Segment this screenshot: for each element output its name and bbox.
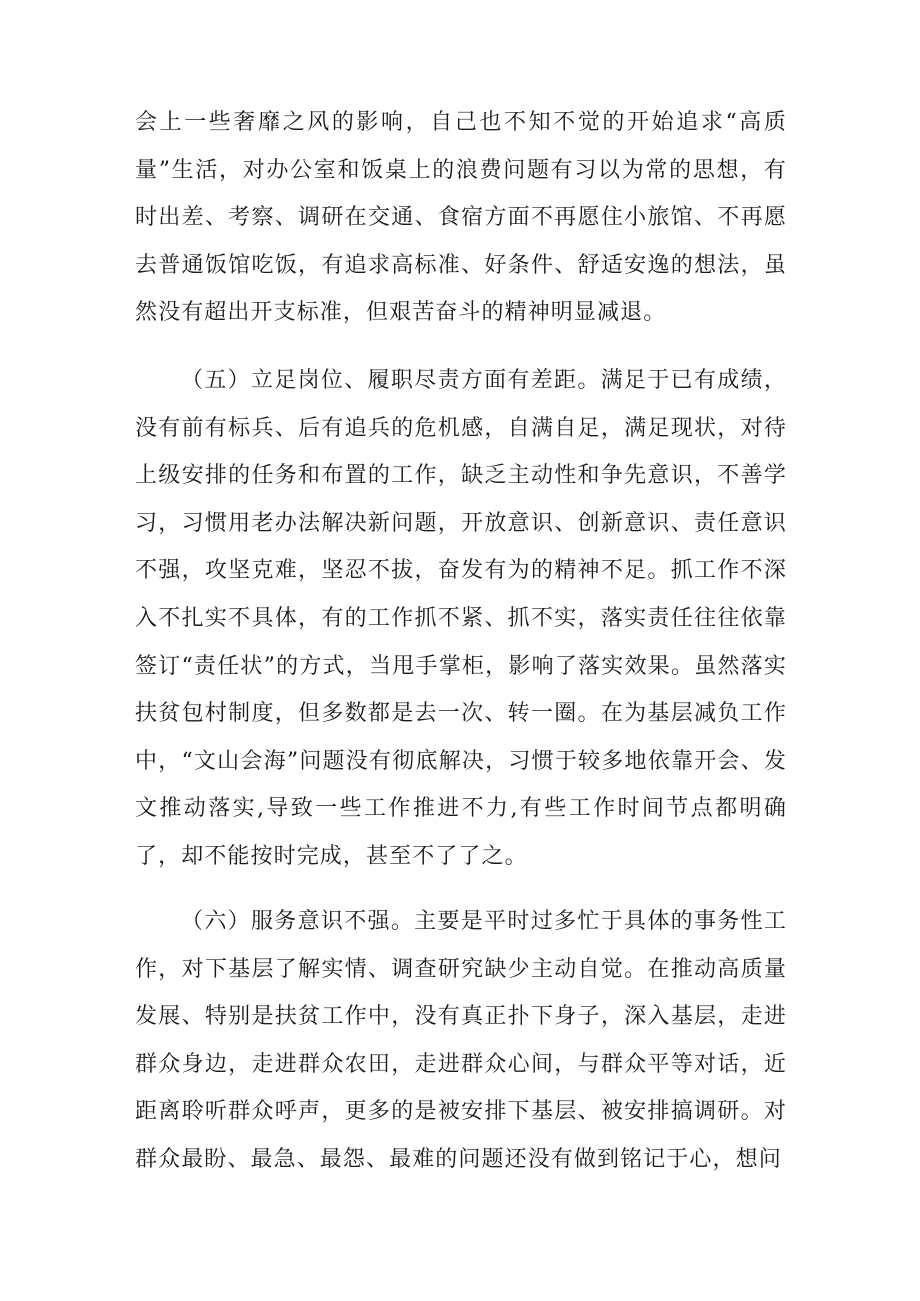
paragraph-section-six: （六）服务意识不强。主要是平时过多忙于具体的事务性工作，对下基层了解实情、调查研究缺少主动自觉。在推动高质量发展、特别是扶贫工作中，没有真正扑下身子，深入基层，走进群众身边，走进群众农田，走进群众心间，与群众平等对话，近距离聆听群众呼声，更多的是被安排下基层、被安排搞调研。对群众最盼、最急、最怨、最难的问题还没有做到铭记于心，想问 — [135, 909, 787, 1172]
paragraph-continuation: 会上一些奢靡之风的影响，自己也不知不觉的开始追求“高质量”生活，对办公室和饭桌上的浪费问题有习以为常的思想，有时出差、考察、调研在交通、食宿方面不再愿住小旅馆、不再愿去普通饭馆吃饭，有追求高标准、好条件、舒适安逸的想法，虽然没有超出开支标准，但艰苦奋斗的精神明显减退。 — [135, 110, 787, 326]
paragraph-section-five: （五）立足岗位、履职尽责方面有差距。满足于已有成绩，没有前有标兵、后有追兵的危机感，自满自足，满足现状，对待上级安排的任务和布置的工作，缺乏主动性和争先意识，不善学习，习惯用老办法解决新问题，开放意识、创新意识、责任意识不强，攻坚克难，坚忍不拔，奋发有为的精神不足。抓工作不深入不扎实不具体，有的工作抓不紧、抓不实，落实责任往往依靠签订“责任状”的方式，当甩手掌柜，影响了落实效果。虽然落实扶贫包村制度，但多数都是去一次、转一圈。在为基层减负工作中，“文山会海”问题没有彻底解决，习惯于较多地依靠开会、发文推动落实,导致一些工作推进不力,有些工作时间节点都明确了，却不能按时完成，甚至不了了之。 — [135, 368, 787, 869]
